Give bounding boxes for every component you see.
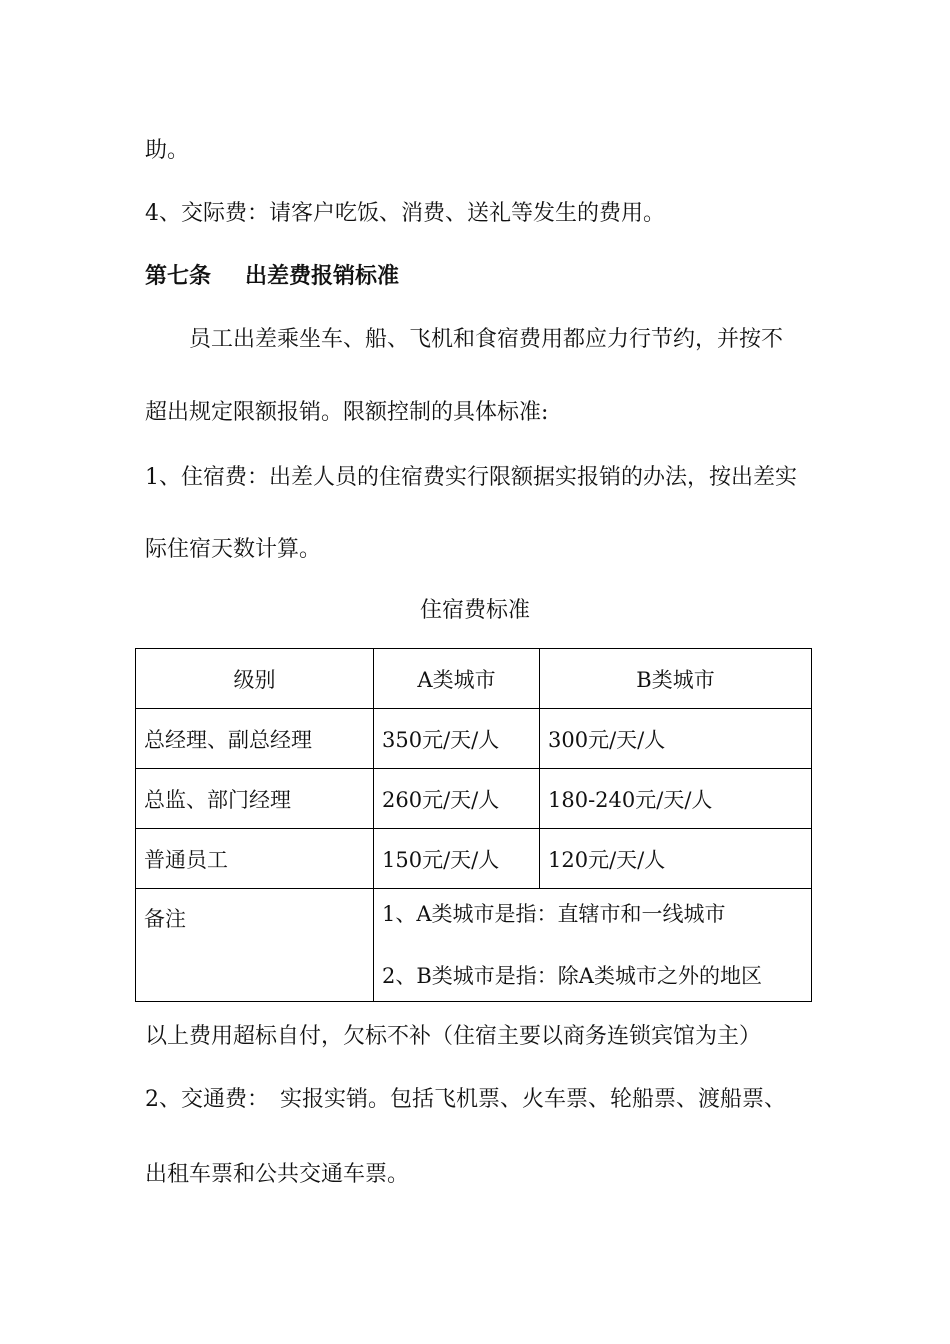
notes-label: 备注: [136, 889, 374, 1002]
cell-level: 总经理、副总经理: [136, 709, 374, 769]
cell-b-rate: 180-240元/天/人: [540, 769, 812, 829]
note-a-city: 1、A类城市是指：直辖市和一线城市: [382, 902, 726, 926]
cell-a-rate: 350元/天/人: [374, 709, 540, 769]
header-a-city: A类城市: [374, 649, 540, 709]
table-row: [136, 769, 812, 829]
accommodation-rate-table: [135, 648, 812, 1002]
note-b-city: 2、B类城市是指：除A类城市之外的地区: [382, 964, 762, 988]
continuation-text: 助。: [145, 138, 190, 163]
article-7-heading: [145, 262, 399, 292]
table-caption: 住宿费标准: [419, 598, 530, 623]
item-2-line-1: 2、交通费： 实报实销。包括飞机票、火车票、轮船票、渡船票、: [145, 1087, 786, 1112]
intro-line-1: 员工出差乘坐车、船、飞机和食宿费用都应力行节约，并按不: [189, 327, 784, 352]
cell-level: 普通员工: [136, 829, 374, 889]
header-b-city: B类城市: [540, 649, 812, 709]
table-row: [136, 709, 812, 769]
article-title: 出差费报销标准: [245, 264, 400, 289]
table-row: [136, 829, 812, 889]
article-number: 第七条: [145, 264, 212, 289]
cell-b-rate: 120元/天/人: [540, 829, 812, 889]
header-level: 级别: [136, 649, 374, 709]
item-1-line-1: 1、住宿费：出差人员的住宿费实行限额据实报销的办法，按出差实: [145, 465, 797, 490]
item-4-entertainment-fee: 4、交际费：请客户吃饭、消费、送礼等发生的费用。: [145, 201, 665, 226]
notes-cell: [374, 889, 812, 1002]
cell-a-rate: 150元/天/人: [374, 829, 540, 889]
table-header-row: [136, 649, 812, 709]
notes-row: [136, 889, 812, 1002]
cell-level: 总监、部门经理: [136, 769, 374, 829]
cell-a-rate: 260元/天/人: [374, 769, 540, 829]
cell-b-rate: 300元/天/人: [540, 709, 812, 769]
item-1-line-2: 际住宿天数计算。: [145, 537, 322, 562]
intro-line-2: 超出规定限额报销。限额控制的具体标准:: [145, 400, 549, 425]
over-limit-note: 以上费用超标自付，欠标不补（住宿主要以商务连锁宾馆为主）: [145, 1024, 762, 1049]
item-2-line-2: 出租车票和公共交通车票。: [145, 1162, 410, 1187]
